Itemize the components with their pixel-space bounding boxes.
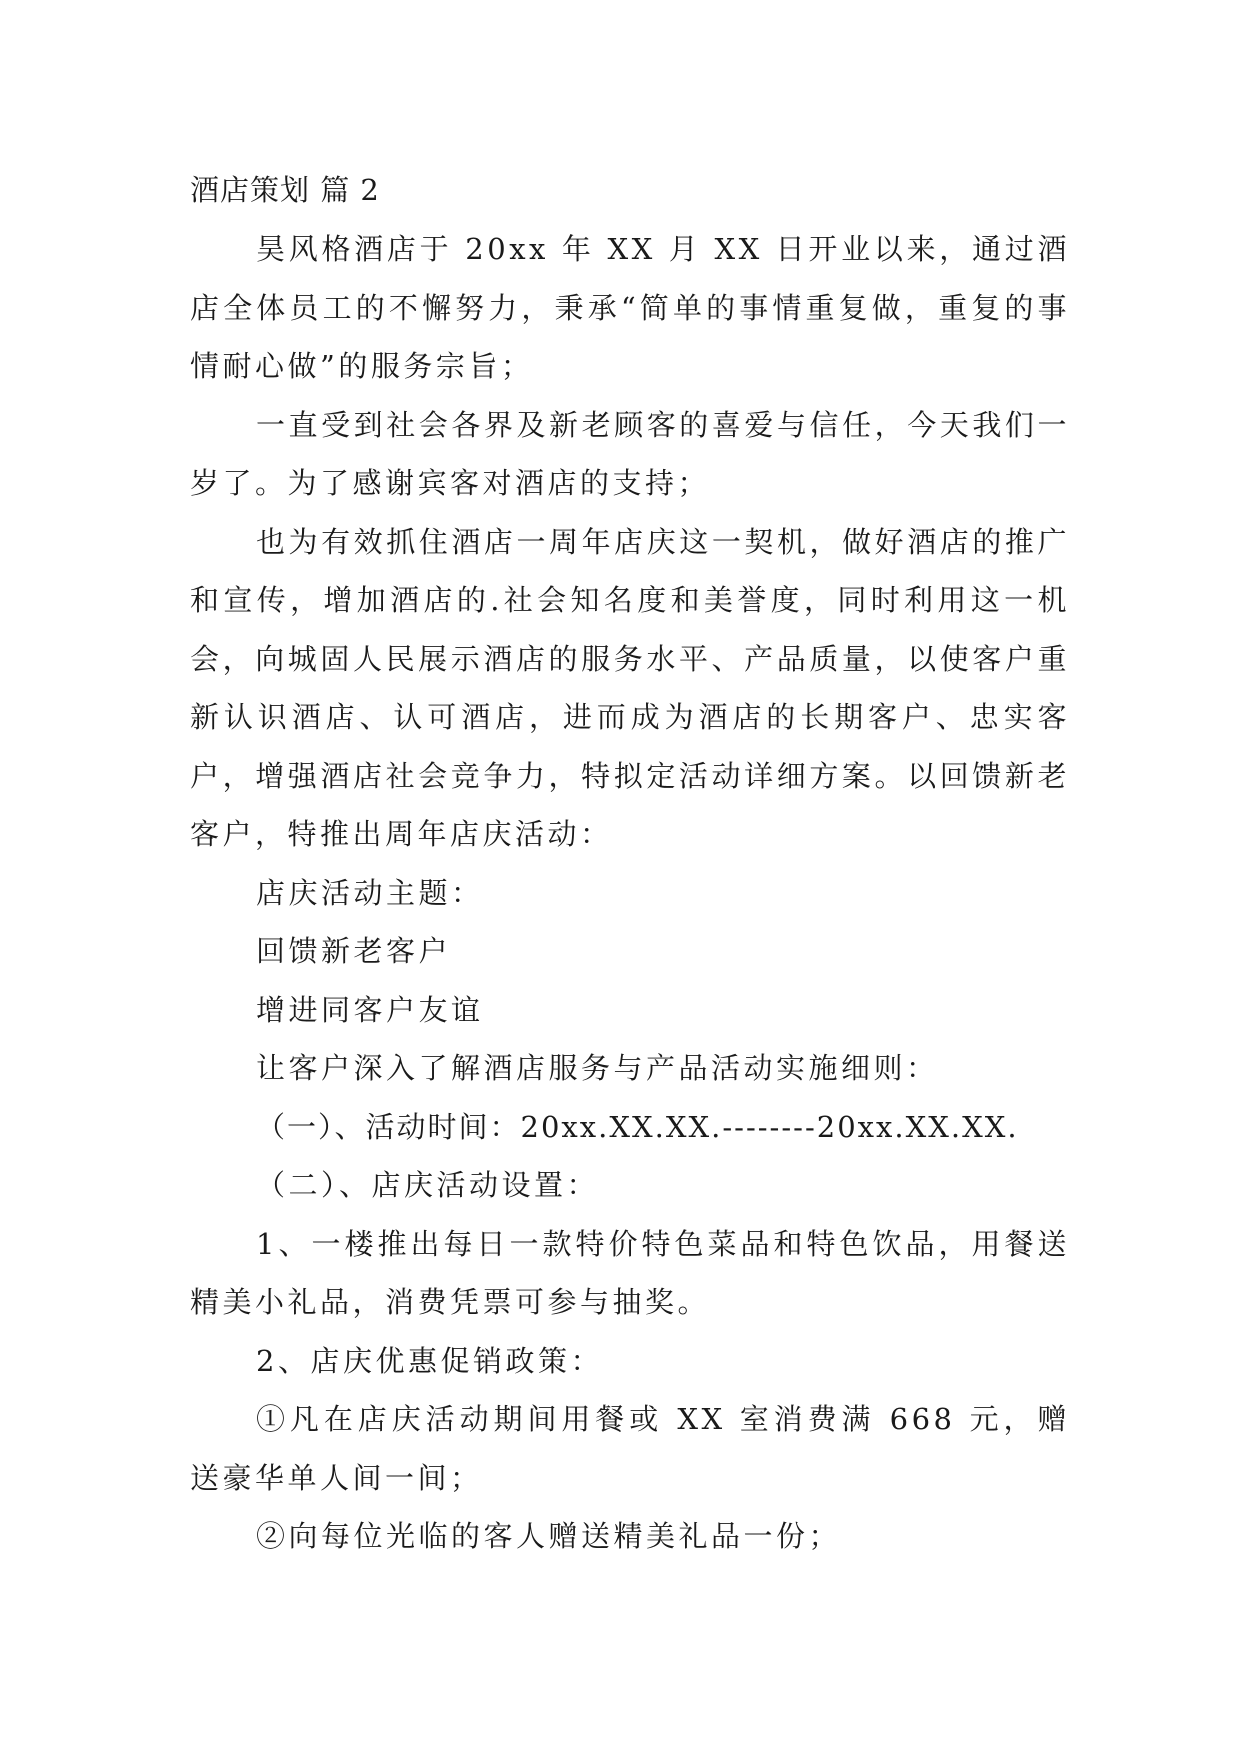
paragraph-activity-settings: （二）、店庆活动设置： (256, 1168, 600, 1202)
paragraph-item-2: 2、店庆优惠促销政策： (256, 1343, 603, 1378)
paragraph-anniversary: 一直受到社会各界及新老顾客的喜爱与信任，今天我们一岁了。为了感谢宾客对酒店的支持； (190, 407, 1070, 500)
paragraph-offer-1: ①凡在店庆活动期间用餐或 XX 室消费满 668 元，赠送豪华单人间一间； (190, 1402, 1070, 1495)
document-body (190, 160, 1070, 1566)
paragraph-offer-2: ②向每位光临的客人赠送精美礼品一份； (256, 1519, 842, 1553)
paragraph-theme-heading: 店庆活动主题： (256, 875, 484, 910)
paragraph-activity-time: （一）、活动时间：20xx.XX.XX.--------20xx.XX.XX. (256, 1109, 1019, 1144)
paragraph-purpose: 也为有效抓住酒店一周年店庆这一契机，做好酒店的推广和宣传，增加酒店的.社会知名度和美誉度，同时利用这一机会，向城固人民展示酒店的服务水平、产品质量，以使客户重新认识酒店、认可酒店，进而成为酒店的长期客户、忠实客户，增强酒店社会竞争力，特拟定活动详细方案。以回馈新老客户，特推出周年店庆活动： (190, 524, 1070, 851)
paragraph-details-heading: 让客户深入了解酒店服务与产品活动实施细则： (256, 1051, 939, 1085)
paragraph-theme-item-2: 增进同客户友谊 (256, 992, 484, 1027)
paragraph-opening: 昊风格酒店于 20xx 年 XX 月 XX 日开业以来，通过酒店全体员工的不懈努力，秉承“简单的事情重复做，重复的事情耐心做”的服务宗旨； (190, 232, 1070, 383)
paragraph-item-1: 1、一楼推出每日一款特价特色菜品和特色饮品，用餐送精美小礼品，消费凭票可参与抽奖。 (190, 1226, 1070, 1319)
paragraph-theme-item-1: 回馈新老客户 (256, 934, 452, 968)
document-title: 酒店策划 篇 2 (190, 173, 380, 207)
